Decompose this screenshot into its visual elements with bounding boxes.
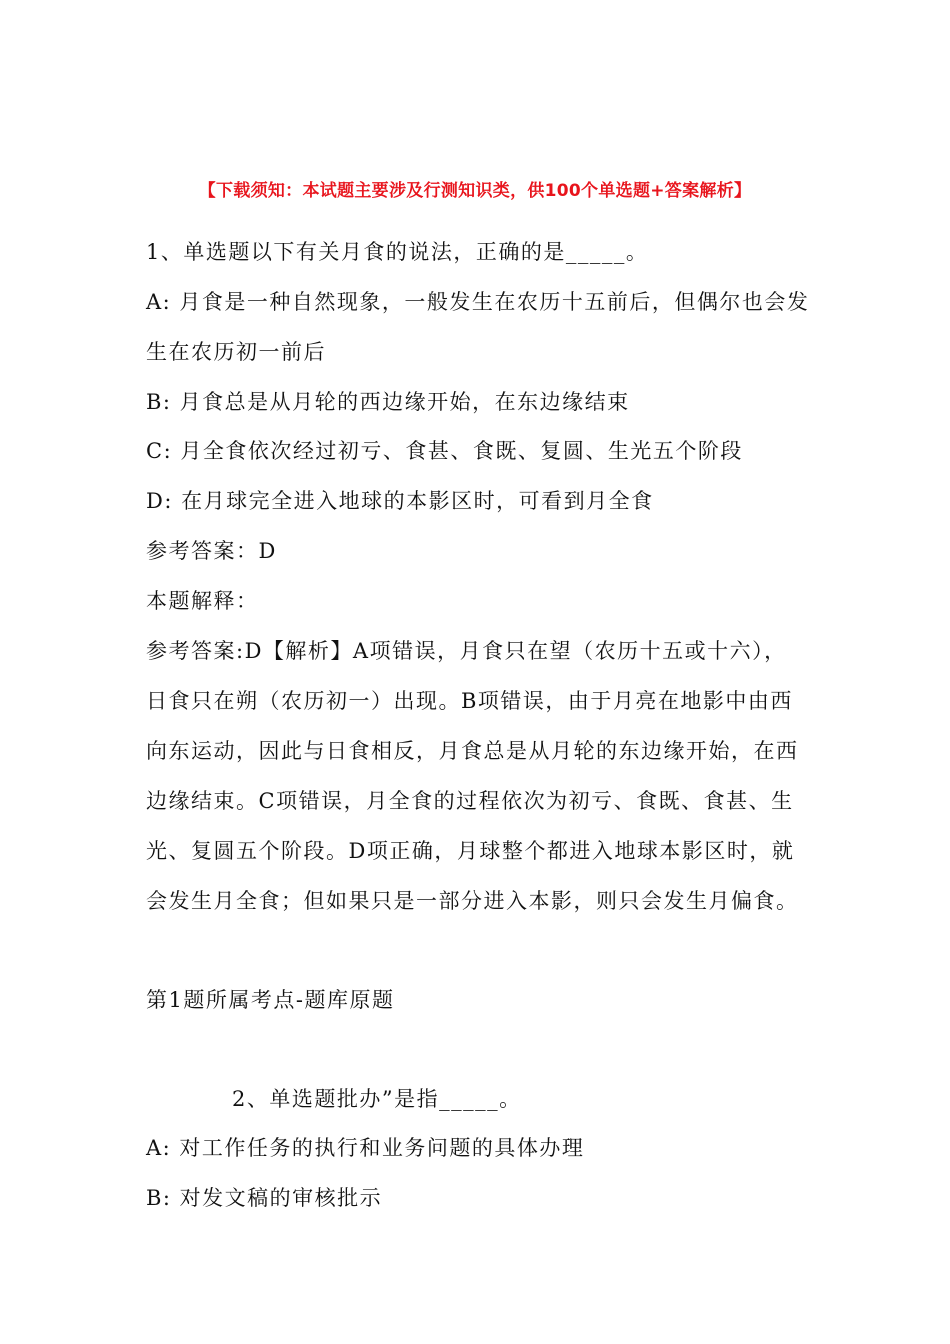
question-1-answer: 参考答案：D [146,539,277,563]
explanation-line: 参考答案:D【解析】A项错误，月食只在望（农历十五或十六）， [146,639,787,663]
question-2-text: 2、单选题批办”是指_____。 [232,1087,522,1111]
question-1-option-a-line-2: 生在农历初一前后 [146,340,326,364]
question-2-option-b: B: 对发文稿的审核批示 [146,1186,383,1210]
question-1-option-b: B: 月食总是从月轮的西边缘开始，在东边缘结束 [146,390,630,414]
download-notice: 【下载须知：本试题主要涉及行测知识类，供100个单选题+答案解析】 [198,181,752,201]
explanation-line: 会发生月全食；但如果只是一部分进入本影，则只会发生月偏食。 [146,889,799,913]
question-1-topic: 第1题所属考点-题库原题 [146,988,395,1012]
question-1-explanation-heading: 本题解释： [146,589,259,613]
question-1-option-c: C: 月全食依次经过初亏、食甚、食既、复圆、生光五个阶段 [146,439,743,463]
explanation-line: 向东运动，因此与日食相反，月食总是从月轮的东边缘开始，在西 [146,739,799,763]
explanation-line: 边缘结束。C项错误，月全食的过程依次为初亏、食既、食甚、生 [146,789,794,813]
question-1-text: 1、单选题以下有关月食的说法，正确的是_____。 [146,240,649,264]
question-1-option-d: D: 在月球完全进入地球的本影区时，可看到月全食 [146,489,654,513]
explanation-line: 日食只在朔（农历初一）出现。B项错误，由于月亮在地影中由西 [146,689,793,713]
explanation-line: 光、复圆五个阶段。D项正确，月球整个都进入地球本影区时，就 [146,839,795,863]
question-1-option-a-line-1: A: 月食是一种自然现象，一般发生在农历十五前后，但偶尔也会发 [146,290,810,314]
question-2-option-a: A: 对工作任务的执行和业务问题的具体办理 [146,1136,585,1160]
